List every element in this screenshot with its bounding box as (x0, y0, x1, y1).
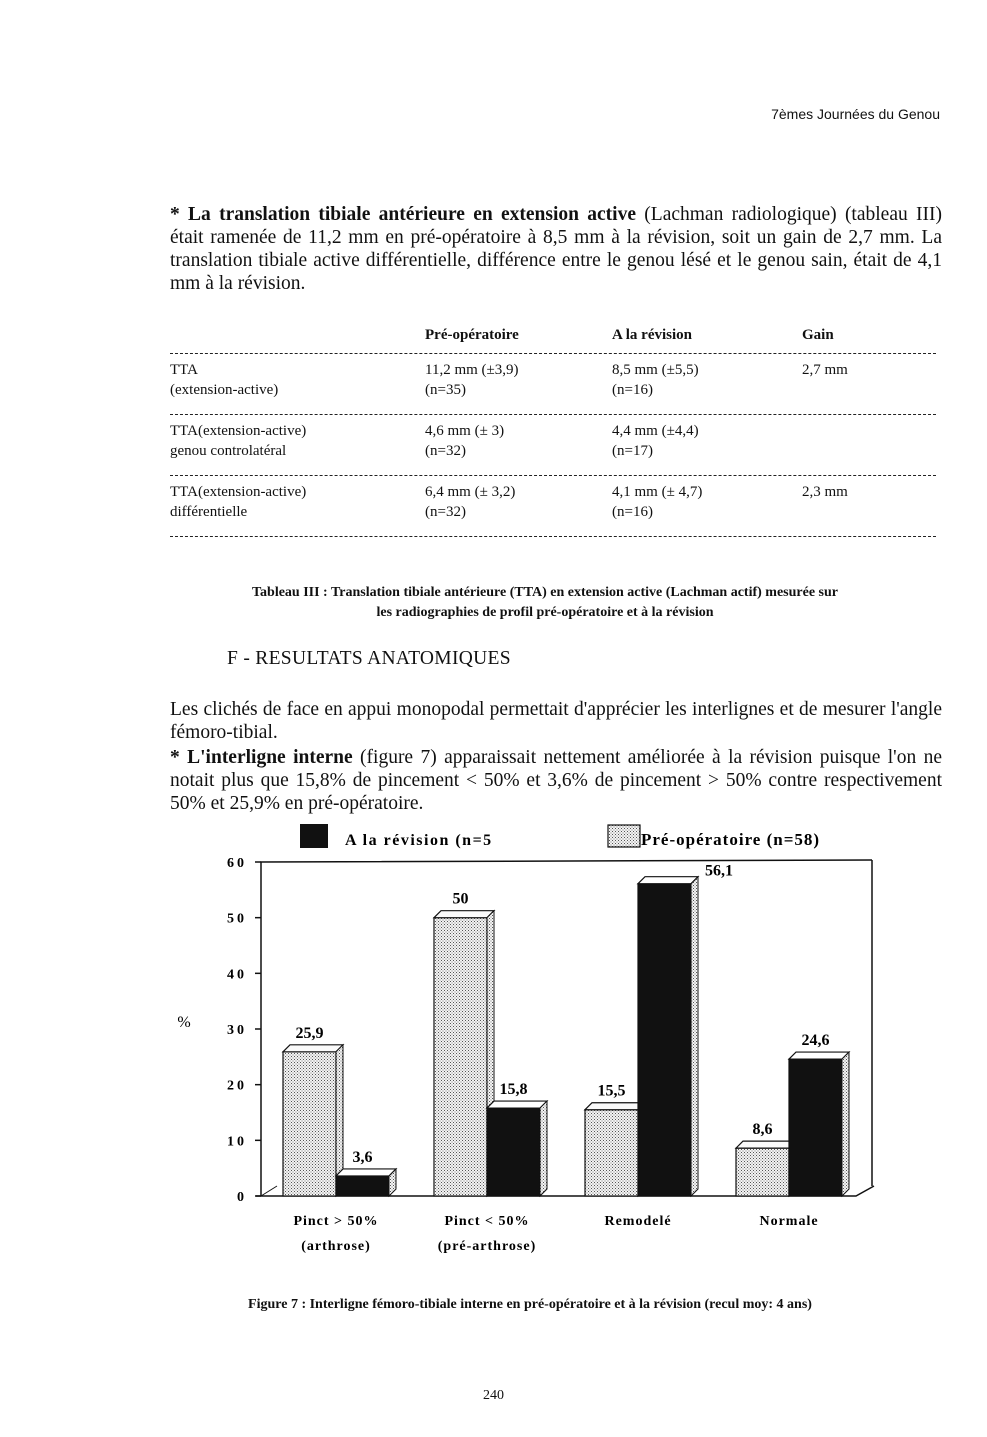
y-axis-label: % (177, 1014, 191, 1031)
bar (585, 1110, 638, 1196)
revision-value: 4,1 mm (± 4,7) (612, 484, 703, 500)
preop-n: (n=32) (425, 443, 466, 459)
bar (487, 1108, 540, 1196)
paragraph-interligne-bold: * L'interligne interne (170, 747, 353, 768)
y-tick-label: 10 (227, 1134, 247, 1150)
table-caption: Tableau III : Translation tibiale antérieure (TTA) en extension active (Lachman actif) mesurée sur les radiographies de profil pré-opératoire et à la révision (251, 585, 839, 620)
category-sublabel: (arthrose) (301, 1239, 371, 1254)
page-number: 240 (483, 1388, 504, 1403)
bar (638, 884, 691, 1196)
bar (336, 1176, 389, 1196)
legend-swatch-preop (608, 825, 640, 847)
paragraph-tta-text: (Lachman radiologique) (tableau III) était ramenée de 11,2 mm en pré-opératoire à 8,5 mm à la révision, soit un gain de 2,7 mm. La translation tibiale active différentielle, différence entre le genou lésé et le genou sain, était de 4,1 mm à la révision. (170, 204, 942, 294)
y-tick-label: 30 (227, 1023, 247, 1038)
row-label: TTA(extension-active) (170, 484, 307, 500)
bar-top (736, 1141, 796, 1148)
bar (283, 1052, 336, 1196)
row-sublabel: genou controlatéral (170, 443, 287, 459)
bar-top (789, 1052, 849, 1059)
y-tick-label: 0 (237, 1190, 247, 1205)
table-header-revision: A la révision (612, 327, 693, 343)
category-sublabel: (pré-arthrose) (437, 1239, 537, 1254)
table-header-preop: Pré-opératoire (425, 327, 519, 343)
gain-value: 2,7 mm (802, 362, 848, 378)
y-tick-label: 60 (227, 856, 247, 871)
revision-n: (n=17) (612, 443, 653, 459)
data-label: 24,6 (801, 1032, 830, 1050)
bar-side (842, 1052, 849, 1196)
revision-n: (n=16) (612, 382, 653, 398)
category-label: Remodelé (604, 1214, 672, 1229)
bar-side (691, 877, 698, 1196)
paragraph-tta-bold: * La translation tibiale antérieure en extension active (170, 204, 636, 225)
preop-value: 11,2 mm (±3,9) (425, 362, 519, 378)
bar (789, 1059, 842, 1196)
preop-value: 6,4 mm (± 3,2) (425, 484, 516, 500)
legend-label-preop: Pré-opératoire (n=58) (641, 830, 821, 849)
section-title: F - RESULTATS ANATOMIQUES (227, 648, 511, 669)
bar-top (283, 1045, 343, 1052)
revision-value: 8,5 mm (±5,5) (612, 362, 699, 378)
legend-swatch-revision (300, 824, 328, 848)
y-tick-label: 50 (227, 911, 247, 927)
data-label: 56,1 (705, 862, 733, 880)
table-header-gain: Gain (802, 327, 834, 343)
bar-top (434, 911, 494, 918)
bar-top (487, 1101, 547, 1108)
data-label: 15,5 (597, 1082, 626, 1100)
revision-value: 4,4 mm (±4,4) (612, 423, 699, 439)
bar-top (585, 1103, 645, 1110)
data-label: 25,9 (295, 1024, 324, 1042)
bar-side (540, 1101, 547, 1196)
row-label: TTA(extension-active) (170, 423, 307, 439)
y-tick-label: 20 (227, 1078, 247, 1094)
y-tick-label: 40 (227, 967, 247, 983)
paragraph-interligne-text: (figure 7) apparaissait nettement améliorée à la révision puisque l'on ne notait plus que 15,8% de pincement < 50% et 3,6% de pincement > 50% contre respectivement 50% et 25,9% en pré-opératoire. (170, 747, 942, 814)
category-label: Normale (759, 1214, 819, 1229)
row-sublabel: différentielle (170, 504, 248, 520)
row-sublabel: (extension-active) (170, 382, 279, 398)
figure-caption: Figure 7 : Interligne fémoro-tibiale interne en pré-opératoire et à la révision (recul moy: 4 ans) (248, 1297, 812, 1312)
row-label: TTA (170, 362, 198, 378)
gain-value: 2,3 mm (802, 484, 848, 500)
bar-top (336, 1169, 396, 1176)
paragraph-cliches: Les clichés de face en appui monopodal permettait d'apprécier les interlignes et de mesurer l'angle fémoro-tibial. (170, 699, 942, 743)
category-label: Pinct < 50% (444, 1214, 530, 1229)
data-label: 50 (452, 890, 469, 908)
bar-top (638, 877, 698, 884)
bar (434, 918, 487, 1196)
data-label: 3,6 (352, 1148, 373, 1166)
data-label: 8,6 (752, 1121, 773, 1139)
floor-edge (261, 1186, 277, 1196)
revision-n: (n=16) (612, 504, 653, 520)
legend-label-revision: A la révision (n=5 (345, 832, 493, 849)
preop-n: (n=35) (425, 382, 466, 398)
running-header: 7èmes Journées du Genou (771, 106, 940, 122)
category-label: Pinct > 50% (293, 1214, 379, 1229)
preop-value: 4,6 mm (± 3) (425, 423, 505, 439)
data-label: 15,8 (499, 1081, 528, 1099)
bar (736, 1148, 789, 1196)
preop-n: (n=32) (425, 504, 466, 520)
